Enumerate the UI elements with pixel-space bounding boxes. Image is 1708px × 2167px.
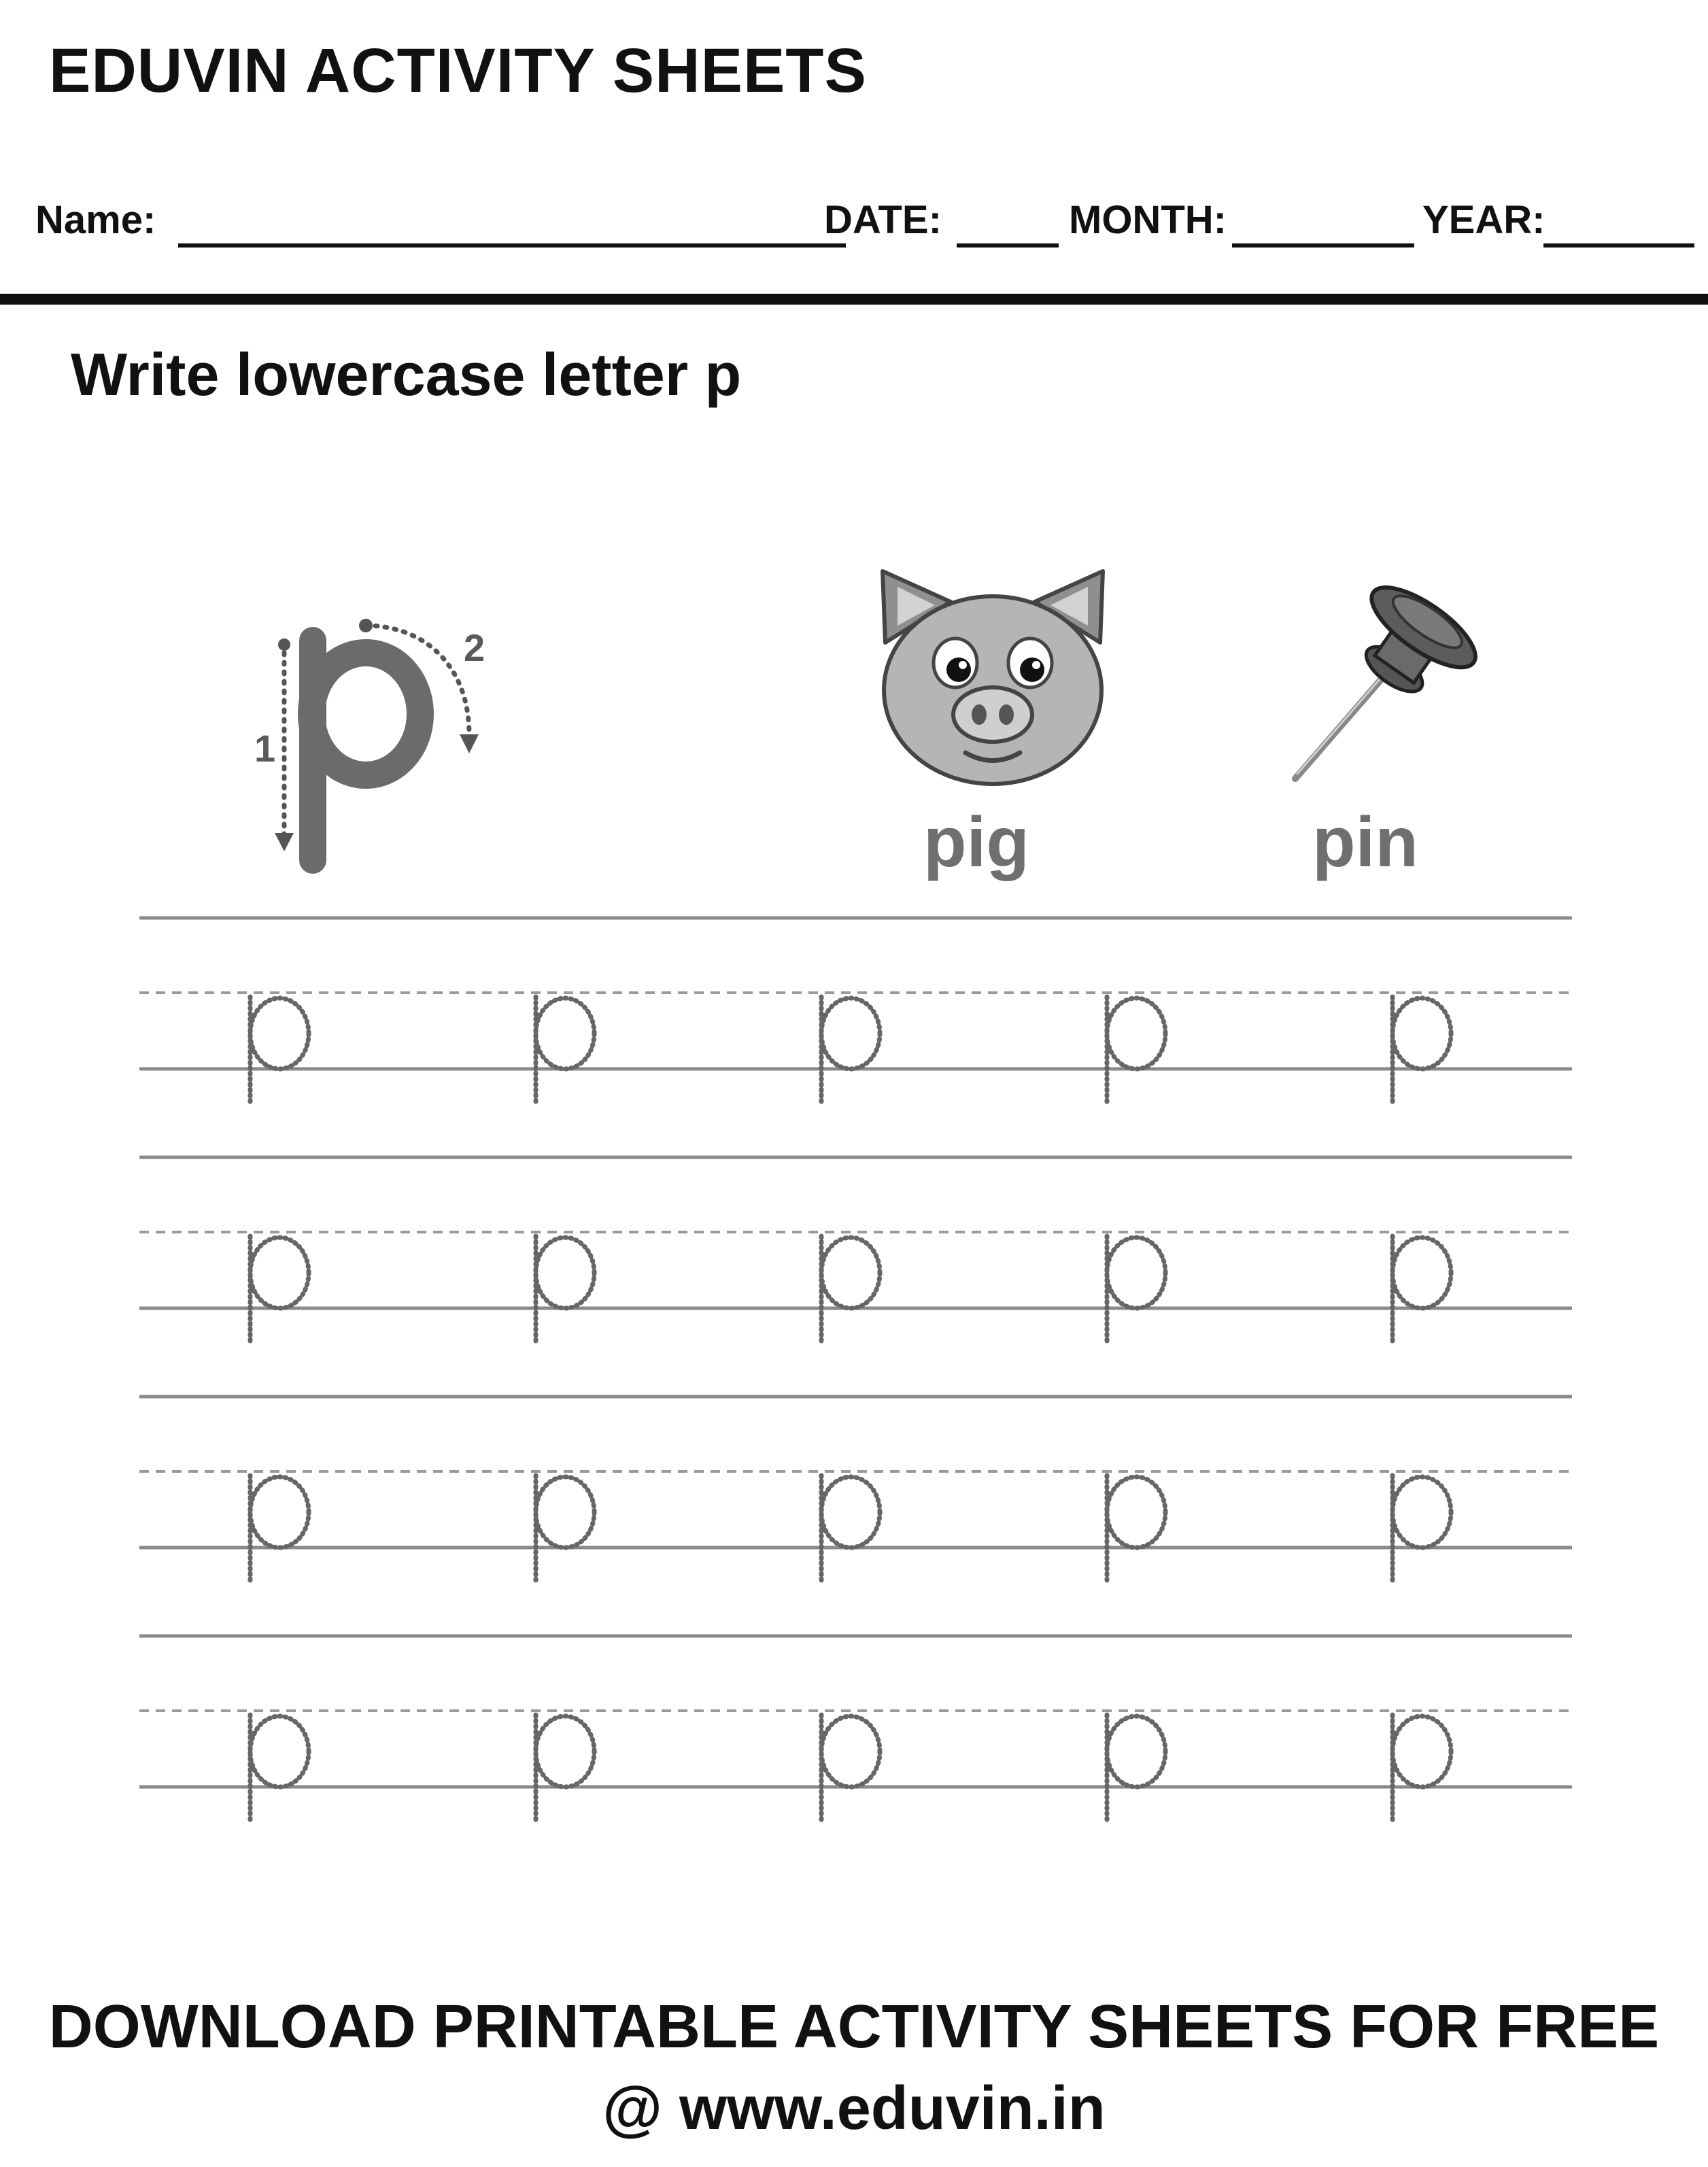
footer-website-link[interactable]: @ www.eduvin.in: [602, 2075, 1106, 2143]
dotted-letter-p[interactable]: [1107, 1475, 1165, 1583]
guide-letter-p: [311, 641, 420, 860]
footer-download-text: DOWNLOAD PRINTABLE ACTIVITY SHEETS FOR FREE: [48, 1993, 1660, 2061]
dotted-letter-p[interactable]: [1107, 1715, 1165, 1822]
dotted-letter-p[interactable]: [1107, 1236, 1165, 1344]
tracing-row[interactable]: [139, 918, 1572, 1104]
dotted-letter-p[interactable]: [250, 1236, 309, 1344]
year-label: YEAR:: [1422, 198, 1545, 242]
word-label-pin: pin: [1312, 803, 1418, 882]
instruction-heading: Write lowercase letter p: [71, 341, 742, 408]
tracing-row[interactable]: [139, 1636, 1572, 1822]
name-label: Name:: [35, 198, 156, 242]
stroke-number-1: 1: [254, 727, 276, 770]
dotted-letter-p[interactable]: [1393, 997, 1451, 1104]
tracing-row[interactable]: [139, 1157, 1572, 1344]
dotted-letter-p[interactable]: [250, 1475, 309, 1583]
dotted-letter-p[interactable]: [821, 997, 880, 1104]
dotted-letter-p[interactable]: [536, 1236, 594, 1344]
month-field[interactable]: [1232, 243, 1414, 248]
dotted-letter-p[interactable]: [536, 1715, 594, 1822]
dotted-letter-p[interactable]: [821, 1475, 880, 1583]
letter-stroke-guide: [245, 598, 503, 884]
date-label: DATE:: [824, 198, 942, 242]
dotted-letter-p[interactable]: [1393, 1236, 1451, 1344]
push-pin-icon: [1285, 558, 1503, 789]
tracing-practice-area: [0, 898, 1708, 1877]
dotted-letter-p[interactable]: [536, 997, 594, 1104]
dotted-letter-p[interactable]: [1393, 1715, 1451, 1822]
dotted-letter-p[interactable]: [821, 1715, 880, 1822]
student-info-row: [35, 197, 1694, 252]
date-field[interactable]: [957, 243, 1059, 248]
name-field[interactable]: [178, 243, 846, 248]
stroke-arrow-1: [275, 638, 294, 851]
stroke-number-2: 2: [464, 626, 485, 669]
dotted-letter-p[interactable]: [821, 1236, 880, 1344]
dotted-letter-p[interactable]: [250, 997, 309, 1104]
dotted-letter-p[interactable]: [1107, 997, 1165, 1104]
dotted-letter-p[interactable]: [536, 1475, 594, 1583]
dotted-letter-p[interactable]: [1393, 1475, 1451, 1583]
dotted-letter-p[interactable]: [250, 1715, 309, 1822]
year-field[interactable]: [1543, 243, 1694, 248]
tracing-row[interactable]: [139, 1397, 1572, 1583]
header-divider: [0, 294, 1708, 305]
site-title: EDUVIN ACTIVITY SHEETS: [49, 36, 867, 105]
month-label: MONTH:: [1069, 198, 1227, 242]
word-label-pig: pig: [923, 803, 1029, 882]
pig-face-icon: [870, 561, 1115, 792]
